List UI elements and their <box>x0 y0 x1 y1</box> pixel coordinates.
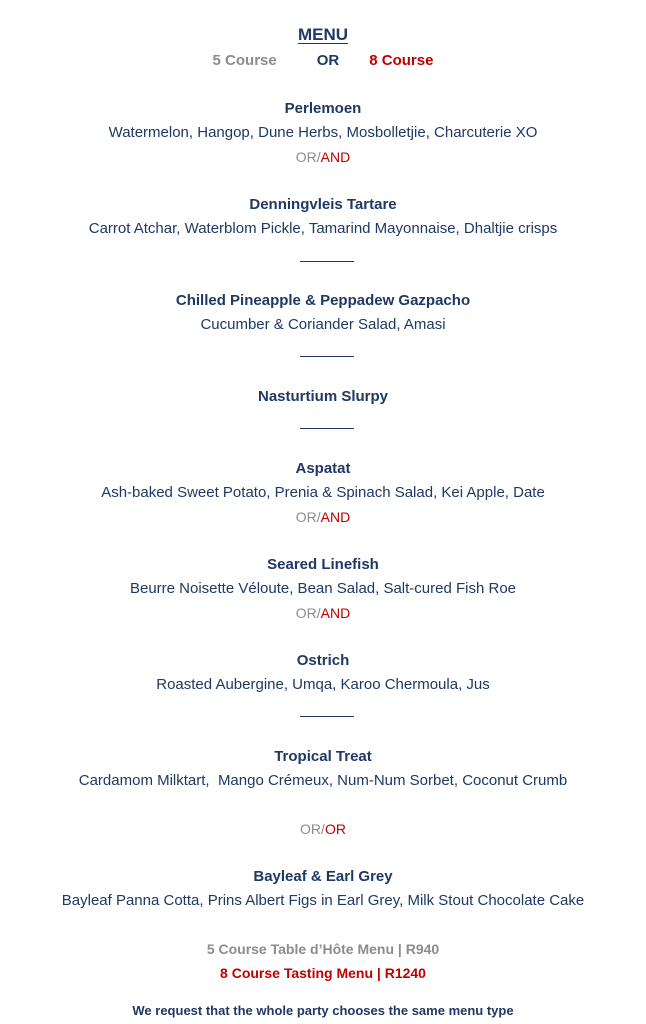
option-or: OR <box>316 52 340 69</box>
course-name: Bayleaf & Earl Grey <box>253 868 393 885</box>
course-name: Chilled Pineapple & Peppadew Gazpacho <box>175 292 471 309</box>
price-eight-course: 8 Course Tasting Menu | R1240 <box>220 965 426 981</box>
option-eight-course: 8 Course <box>369 52 434 69</box>
course-description: Watermelon, Hangop, Dune Herbs, Mosbolletjie, Charcuterie XO <box>108 124 538 141</box>
course-name: Ostrich <box>296 652 350 669</box>
or-and-connector <box>0 147 646 167</box>
course-options <box>0 51 646 71</box>
connector-or: OR <box>295 605 317 621</box>
or-and-connector <box>0 603 646 623</box>
course-description: Bayleaf Panna Cotta, Prins Albert Figs in Earl Grey, Milk Stout Chocolate Cake <box>61 892 585 909</box>
course-description: Beurre Noisette Véloute, Bean Salad, Salt-cured Fish Roe <box>129 580 517 597</box>
or-and-connector <box>0 507 646 527</box>
connector-and: AND <box>320 605 351 621</box>
connector-or: OR <box>295 149 317 165</box>
price-five-course: 5 Course Table d’Hôte Menu | R940 <box>206 941 440 957</box>
connector-slash: / <box>316 509 321 525</box>
course-name: Denningvleis Tartare <box>249 196 397 213</box>
course-description: Roasted Aubergine, Umqa, Karoo Chermoula, Jus <box>156 676 490 693</box>
connector-slash: / <box>316 605 321 621</box>
divider-line <box>300 356 354 357</box>
course-description: Carrot Atchar, Waterblom Pickle, Tamarind Mayonnaise, Dhaltjie crisps <box>88 220 558 237</box>
connector-slash: / <box>316 149 321 165</box>
connector-or: OR <box>295 509 317 525</box>
divider-line <box>300 261 354 262</box>
course-name: Seared Linefish <box>267 556 379 573</box>
connector-or-red: OR <box>324 821 346 837</box>
course-name: Tropical Treat <box>274 748 372 765</box>
page-title: MENU <box>297 25 349 44</box>
option-five-course: 5 Course <box>212 52 277 69</box>
or-or-connector <box>0 819 646 839</box>
course-name: Nasturtium Slurpy <box>257 388 389 405</box>
divider-line <box>300 716 354 717</box>
connector-slash: / <box>321 821 325 837</box>
connector-or: OR <box>300 821 322 837</box>
course-name: Aspatat <box>295 460 351 477</box>
divider-line <box>300 428 354 429</box>
course-description: Cardamom Milktart, Mango Crémeux, Num-Num Sorbet, Coconut Crumb <box>78 772 568 789</box>
course-description: Ash-baked Sweet Potato, Prenia & Spinach Salad, Kei Apple, Date <box>101 484 545 501</box>
connector-and: AND <box>320 149 351 165</box>
course-description: Cucumber & Coriander Salad, Amasi <box>200 316 446 333</box>
connector-and: AND <box>320 509 351 525</box>
party-note: We request that the whole party chooses the same menu type <box>132 1003 514 1018</box>
course-name: Perlemoen <box>284 100 362 117</box>
